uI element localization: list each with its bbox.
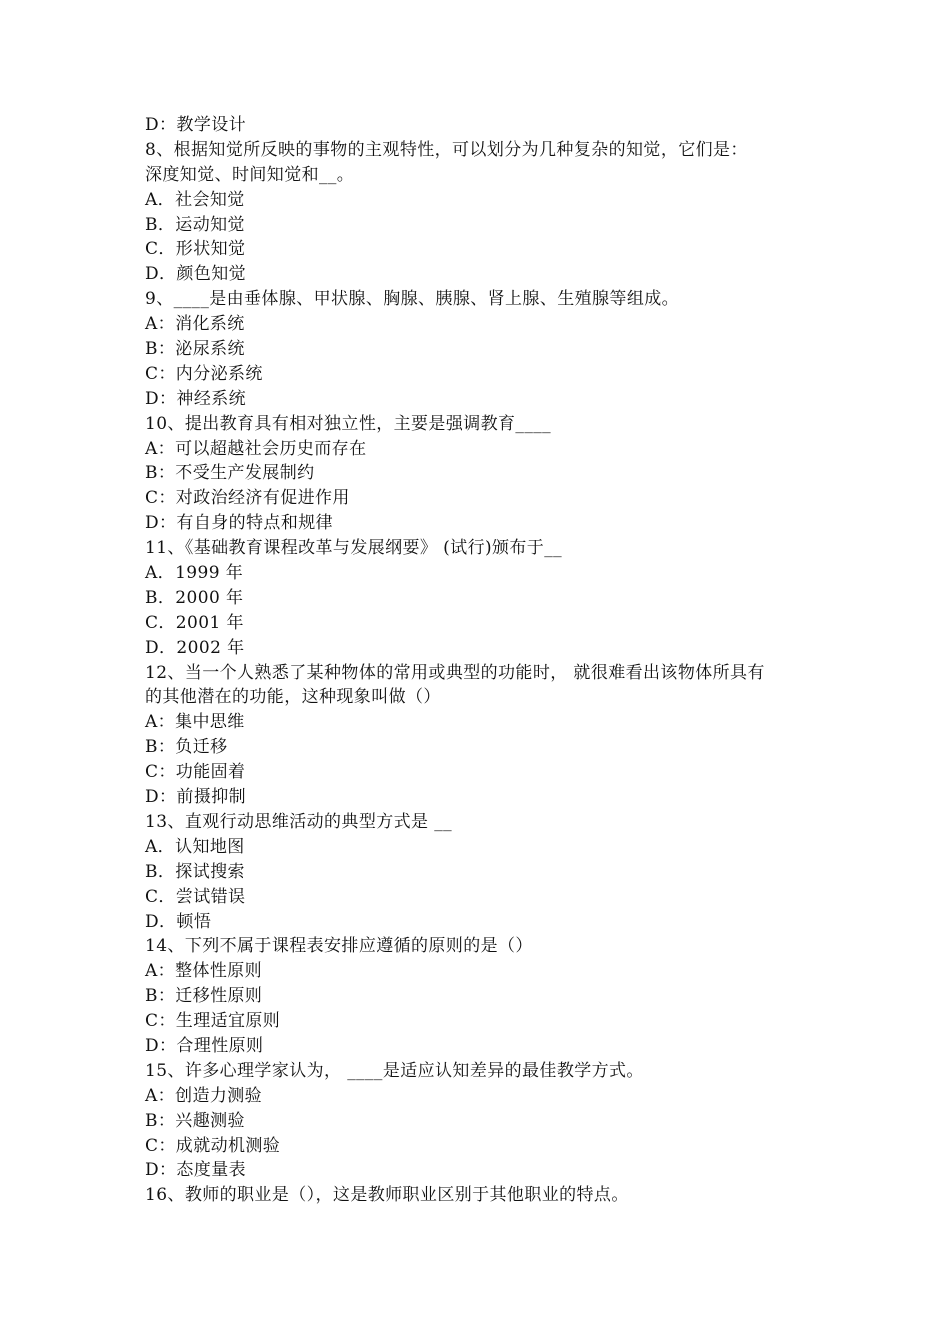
option-line: C．尝试错误 bbox=[145, 886, 246, 907]
option-line: C：生理适宜原则 bbox=[145, 1011, 281, 1032]
option-line: A．1999 年 bbox=[145, 563, 244, 584]
question-line: 12、当一个人熟悉了某种物体的常用或典型的功能时， 就很难看出该物体所具有 bbox=[145, 662, 765, 683]
option-line: A：整体性原则 bbox=[145, 961, 263, 982]
option-line: A：创造力测验 bbox=[145, 1085, 263, 1106]
option-line: A：消化系统 bbox=[145, 314, 245, 335]
question-line: 14、下列不属于课程表安排应遵循的原则的是（） bbox=[145, 936, 533, 957]
option-line: D．2002 年 bbox=[145, 637, 245, 658]
option-line: C：功能固着 bbox=[145, 762, 246, 783]
option-line: D：神经系统 bbox=[145, 388, 247, 409]
option-line: B：泌尿系统 bbox=[145, 339, 245, 360]
option-line: D：有自身的特点和规律 bbox=[145, 513, 334, 534]
option-line: B．运动知觉 bbox=[145, 214, 245, 235]
option-line: D：前摄抑制 bbox=[145, 787, 247, 808]
option-line: D．颜色知觉 bbox=[145, 264, 247, 285]
option-line: D：合理性原则 bbox=[145, 1035, 264, 1056]
option-line: A：集中思维 bbox=[145, 712, 245, 733]
option-line: B：兴趣测验 bbox=[145, 1110, 245, 1131]
question-line: 深度知觉、时间知觉和__。 bbox=[145, 164, 355, 185]
option-line: B：迁移性原则 bbox=[145, 986, 263, 1007]
question-line: 9、____是由垂体腺、甲状腺、胸腺、胰腺、肾上腺、生殖腺等组成。 bbox=[145, 289, 680, 310]
option-line: B：不受生产发展制约 bbox=[145, 463, 315, 484]
option-line: C．形状知觉 bbox=[145, 239, 246, 260]
option-line: B：负迁移 bbox=[145, 737, 228, 758]
option-line: D．顿悟 bbox=[145, 911, 212, 932]
question-line: 8、根据知觉所反映的事物的主观特性，可以划分为几种复杂的知觉，它们是： bbox=[145, 139, 748, 160]
option-line: D：态度量表 bbox=[145, 1160, 247, 1181]
question-line: 11、《基础教育课程改革与发展纲要》 (试行)颁布于__ bbox=[145, 538, 562, 559]
option-line: C．2001 年 bbox=[145, 612, 244, 633]
option-line: C：内分泌系统 bbox=[145, 363, 263, 384]
document-page bbox=[145, 113, 825, 1208]
option-line: B．2000 年 bbox=[145, 587, 244, 608]
option-line: C：对政治经济有促进作用 bbox=[145, 488, 350, 509]
question-line: 16、教师的职业是（），这是教师职业区别于其他职业的特点。 bbox=[145, 1185, 629, 1206]
question-line: 10、提出教育具有相对独立性，主要是强调教育____ bbox=[145, 413, 552, 434]
option-line: B．探试搜索 bbox=[145, 861, 245, 882]
option-line: A：可以超越社会历史而存在 bbox=[145, 438, 367, 459]
question-line: 13、直观行动思维活动的典型方式是 __ bbox=[145, 811, 453, 832]
option-line: A．认知地图 bbox=[145, 836, 245, 857]
question-line: 的其他潜在的功能，这种现象叫做（） bbox=[145, 687, 441, 708]
option-line: C：成就动机测验 bbox=[145, 1135, 281, 1156]
question-line: 15、许多心理学家认为， ____是适应认知差异的最佳教学方式。 bbox=[145, 1060, 644, 1081]
option-line: A．社会知觉 bbox=[145, 189, 245, 210]
option-line: D：教学设计 bbox=[145, 115, 247, 135]
